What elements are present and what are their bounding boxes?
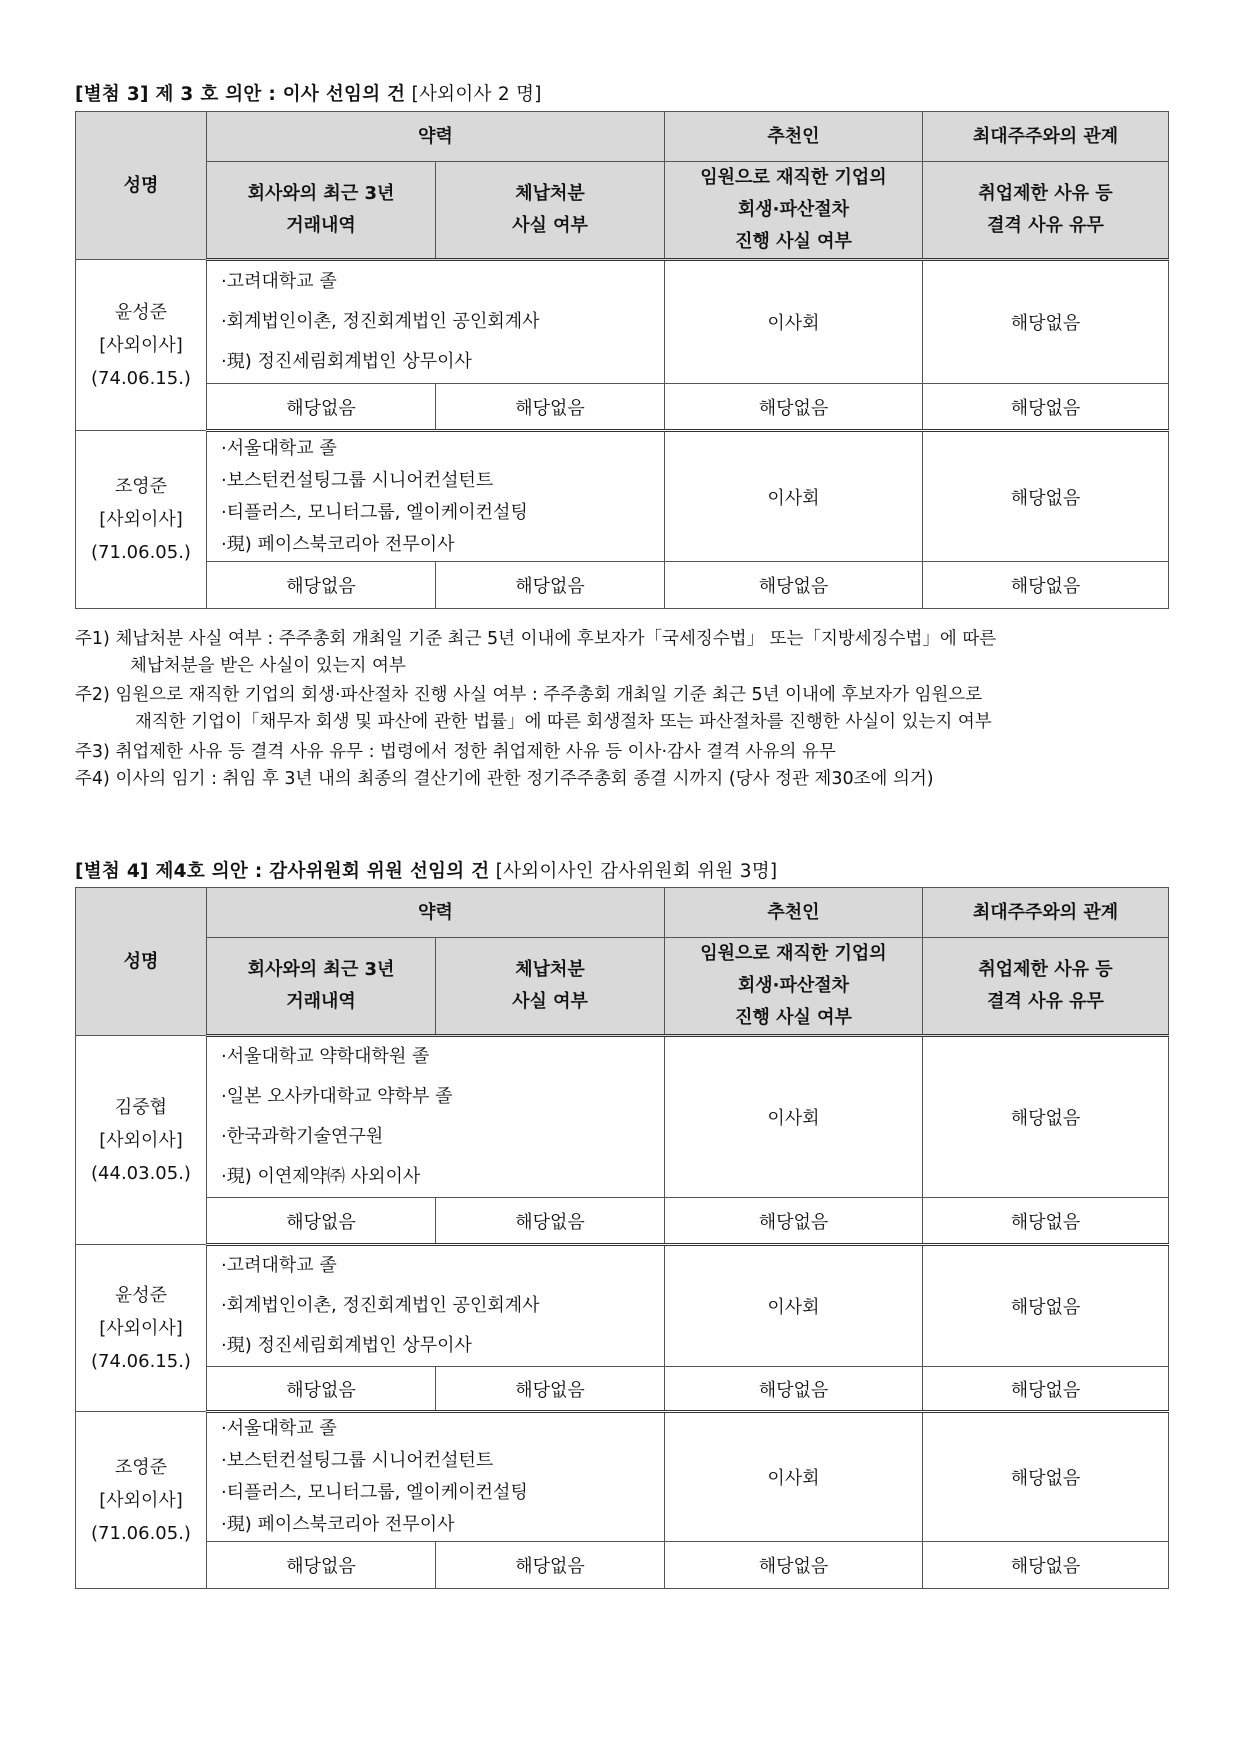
header-rehab: 임원으로 재직한 기업의 회생·파산절차 진행 사실 여부 (665, 938, 923, 1036)
candidate-role: [사외이사] (99, 1317, 183, 1339)
candidate-name: 윤성준 (114, 301, 168, 323)
footnote-3: 주3) 취업제한 사유 등 결격 사유 유무 : 법령에서 정한 취업제한 사유 등 이사·감사 결격 사유의 유무 (75, 742, 836, 762)
relation-cell: 해당없음 (923, 1412, 1169, 1542)
candidate-name-cell (76, 1412, 207, 1589)
career-cell (207, 260, 665, 384)
disqualification-cell: 해당없음 (923, 384, 1169, 431)
directors-table-3 (75, 111, 1169, 609)
rehab-cell: 해당없음 (665, 384, 923, 431)
transactions-cell: 해당없음 (207, 1198, 436, 1245)
relation-cell: 해당없음 (923, 1245, 1169, 1367)
candidate-name-cell (76, 260, 207, 431)
candidate-name-cell (76, 1036, 207, 1245)
career-item: · 서울대학교 졸 (221, 433, 664, 465)
header-recommender: 추천인 (665, 888, 923, 938)
header-disqualification: 취업제한 사유 등 결격 사유 유무 (923, 938, 1169, 1036)
career-cell (207, 1412, 665, 1542)
career-item: · 고려대학교 졸 (221, 1246, 664, 1286)
relation-cell: 해당없음 (923, 1036, 1169, 1198)
transactions-cell: 해당없음 (207, 1367, 436, 1412)
table-row (76, 260, 1169, 384)
header-relation: 최대주주와의 관계 (923, 112, 1169, 162)
table-row (76, 384, 1169, 431)
candidate-name-cell (76, 1245, 207, 1412)
tax-cell: 해당없음 (436, 1542, 665, 1589)
career-item: · 서울대학교 약학대학원 졸 (221, 1037, 664, 1077)
header-recommender: 추천인 (665, 112, 923, 162)
disqualification-cell: 해당없음 (923, 1198, 1169, 1245)
transactions-cell: 해당없음 (207, 562, 436, 609)
table-row (76, 562, 1169, 609)
footnote-1: 주1) 체납처분 사실 여부 : 주주총회 개최일 기준 최근 5년 이내에 후보자가「국세징수법」 또는「지방세징수법」에 따른 체납처분을 받은 사실이 있는지 여부 (75, 629, 997, 676)
header-name: 성명 (76, 888, 207, 1036)
recommender-cell: 이사회 (665, 260, 923, 384)
career-item: · 회계법인이촌, 정진회계법인 공인회계사 (221, 1286, 664, 1326)
career-item: · 서울대학교 졸 (221, 1413, 664, 1445)
section4-title (75, 857, 777, 883)
header-career: 약력 (207, 112, 665, 162)
career-cell (207, 1036, 665, 1198)
table-row (76, 1036, 1169, 1198)
candidate-role: [사외이사] (99, 509, 183, 530)
footnote-2: 주2) 임원으로 재직한 기업의 회생·파산절차 진행 사실 여부 : 주주총회 개최일 기준 최근 5년 이내에 후보자가 임원으로 재직한 기업이「채무자 회생 및 파산에 관한 법률」에 따른 회생절차 또는 파산절차를 진행한 사실이 있는지 여부 (75, 685, 992, 732)
career-item: · 現) 페이스북코리아 전무이사 (221, 529, 664, 561)
tax-cell: 해당없음 (436, 562, 665, 609)
rehab-cell: 해당없음 (665, 1367, 923, 1412)
disqualification-cell: 해당없음 (923, 1542, 1169, 1589)
rehab-cell: 해당없음 (665, 1198, 923, 1245)
table-row (76, 1245, 1169, 1367)
header-tax: 체납처분 사실 여부 (436, 162, 665, 260)
career-item: · 티플러스, 모니터그룹, 엘이케이컨설팅 (221, 497, 664, 529)
header-tax: 체납처분 사실 여부 (436, 938, 665, 1036)
header-rehab: 임원으로 재직한 기업의 회생·파산절차 진행 사실 여부 (665, 162, 923, 260)
career-item: · 일본 오사카대학교 약학부 졸 (221, 1077, 664, 1117)
career-item: · 보스턴컨설팅그룹 시니어컨설턴트 (221, 465, 664, 497)
table-row (76, 1412, 1169, 1542)
directors-table-4 (75, 887, 1169, 1589)
footnote-4: 주4) 이사의 임기 : 취임 후 3년 내의 최종의 결산기에 관한 정기주주총회 종결 시까지 (당사 정관 제30조에 의거) (75, 769, 934, 789)
candidate-role: [사외이사] (99, 334, 183, 356)
section4-title-sub: [사외이사인 감사위원회 위원 3명] (495, 861, 778, 882)
section3-title-sub: [사외이사 2 명] (411, 84, 542, 105)
candidate-name: 조영준 (114, 1456, 168, 1478)
candidate-dob: (71.06.05.) (91, 1522, 191, 1544)
career-item: · 現) 정진세림회계법인 상무이사 (221, 1326, 664, 1366)
candidate-name: 김중협 (114, 1096, 168, 1118)
table-row (76, 1198, 1169, 1245)
tax-cell: 해당없음 (436, 384, 665, 431)
transactions-cell: 해당없음 (207, 1542, 436, 1589)
candidate-name: 윤성준 (114, 1284, 168, 1306)
header-relation: 최대주주와의 관계 (923, 888, 1169, 938)
tax-cell: 해당없음 (436, 1198, 665, 1245)
header-disqualification: 취업제한 사유 등 결격 사유 유무 (923, 162, 1169, 260)
section4-title-main: [별첨 4] 제4호 의안 : 감사위원회 위원 선임의 건 (75, 861, 490, 882)
header-career: 약력 (207, 888, 665, 938)
table-row (76, 431, 1169, 562)
section3-title (75, 80, 542, 106)
career-item: · 보스턴컨설팅그룹 시니어컨설턴트 (221, 1445, 664, 1477)
tax-cell: 해당없음 (436, 1367, 665, 1412)
header-transactions: 회사와의 최근 3년 거래내역 (207, 938, 436, 1036)
candidate-name-cell (76, 431, 207, 609)
career-item: · 現) 정진세림회계법인 상무이사 (221, 342, 664, 382)
rehab-cell: 해당없음 (665, 562, 923, 609)
career-item: · 회계법인이촌, 정진회계법인 공인회계사 (221, 302, 664, 342)
relation-cell: 해당없음 (923, 431, 1169, 562)
recommender-cell: 이사회 (665, 1036, 923, 1198)
candidate-dob: (74.06.15.) (91, 367, 191, 389)
candidate-role: [사외이사] (99, 1489, 183, 1511)
transactions-cell: 해당없음 (207, 384, 436, 431)
disqualification-cell: 해당없음 (923, 1367, 1169, 1412)
career-item: · 고려대학교 졸 (221, 262, 664, 302)
recommender-cell: 이사회 (665, 1245, 923, 1367)
disqualification-cell: 해당없음 (923, 562, 1169, 609)
career-cell (207, 431, 665, 562)
career-item: · 現) 이연제약㈜ 사외이사 (221, 1157, 664, 1197)
header-name: 성명 (76, 112, 207, 260)
relation-cell: 해당없음 (923, 260, 1169, 384)
candidate-role: [사외이사] (99, 1129, 183, 1151)
candidate-dob: (44.03.05.) (91, 1162, 191, 1184)
career-cell (207, 1245, 665, 1367)
table-row (76, 1367, 1169, 1412)
recommender-cell: 이사회 (665, 431, 923, 562)
rehab-cell: 해당없음 (665, 1542, 923, 1589)
recommender-cell: 이사회 (665, 1412, 923, 1542)
career-item: · 現) 페이스북코리아 전무이사 (221, 1509, 664, 1541)
career-item: · 한국과학기술연구원 (221, 1117, 664, 1157)
footnotes (75, 626, 1175, 793)
candidate-name: 조영준 (114, 476, 168, 497)
candidate-dob: (74.06.15.) (91, 1350, 191, 1372)
section3-title-main: [별첨 3] 제 3 호 의안 : 이사 선임의 건 (75, 84, 406, 105)
candidate-dob: (71.06.05.) (91, 542, 191, 563)
career-item: · 티플러스, 모니터그룹, 엘이케이컨설팅 (221, 1477, 664, 1509)
table-row (76, 1542, 1169, 1589)
header-transactions: 회사와의 최근 3년 거래내역 (207, 162, 436, 260)
